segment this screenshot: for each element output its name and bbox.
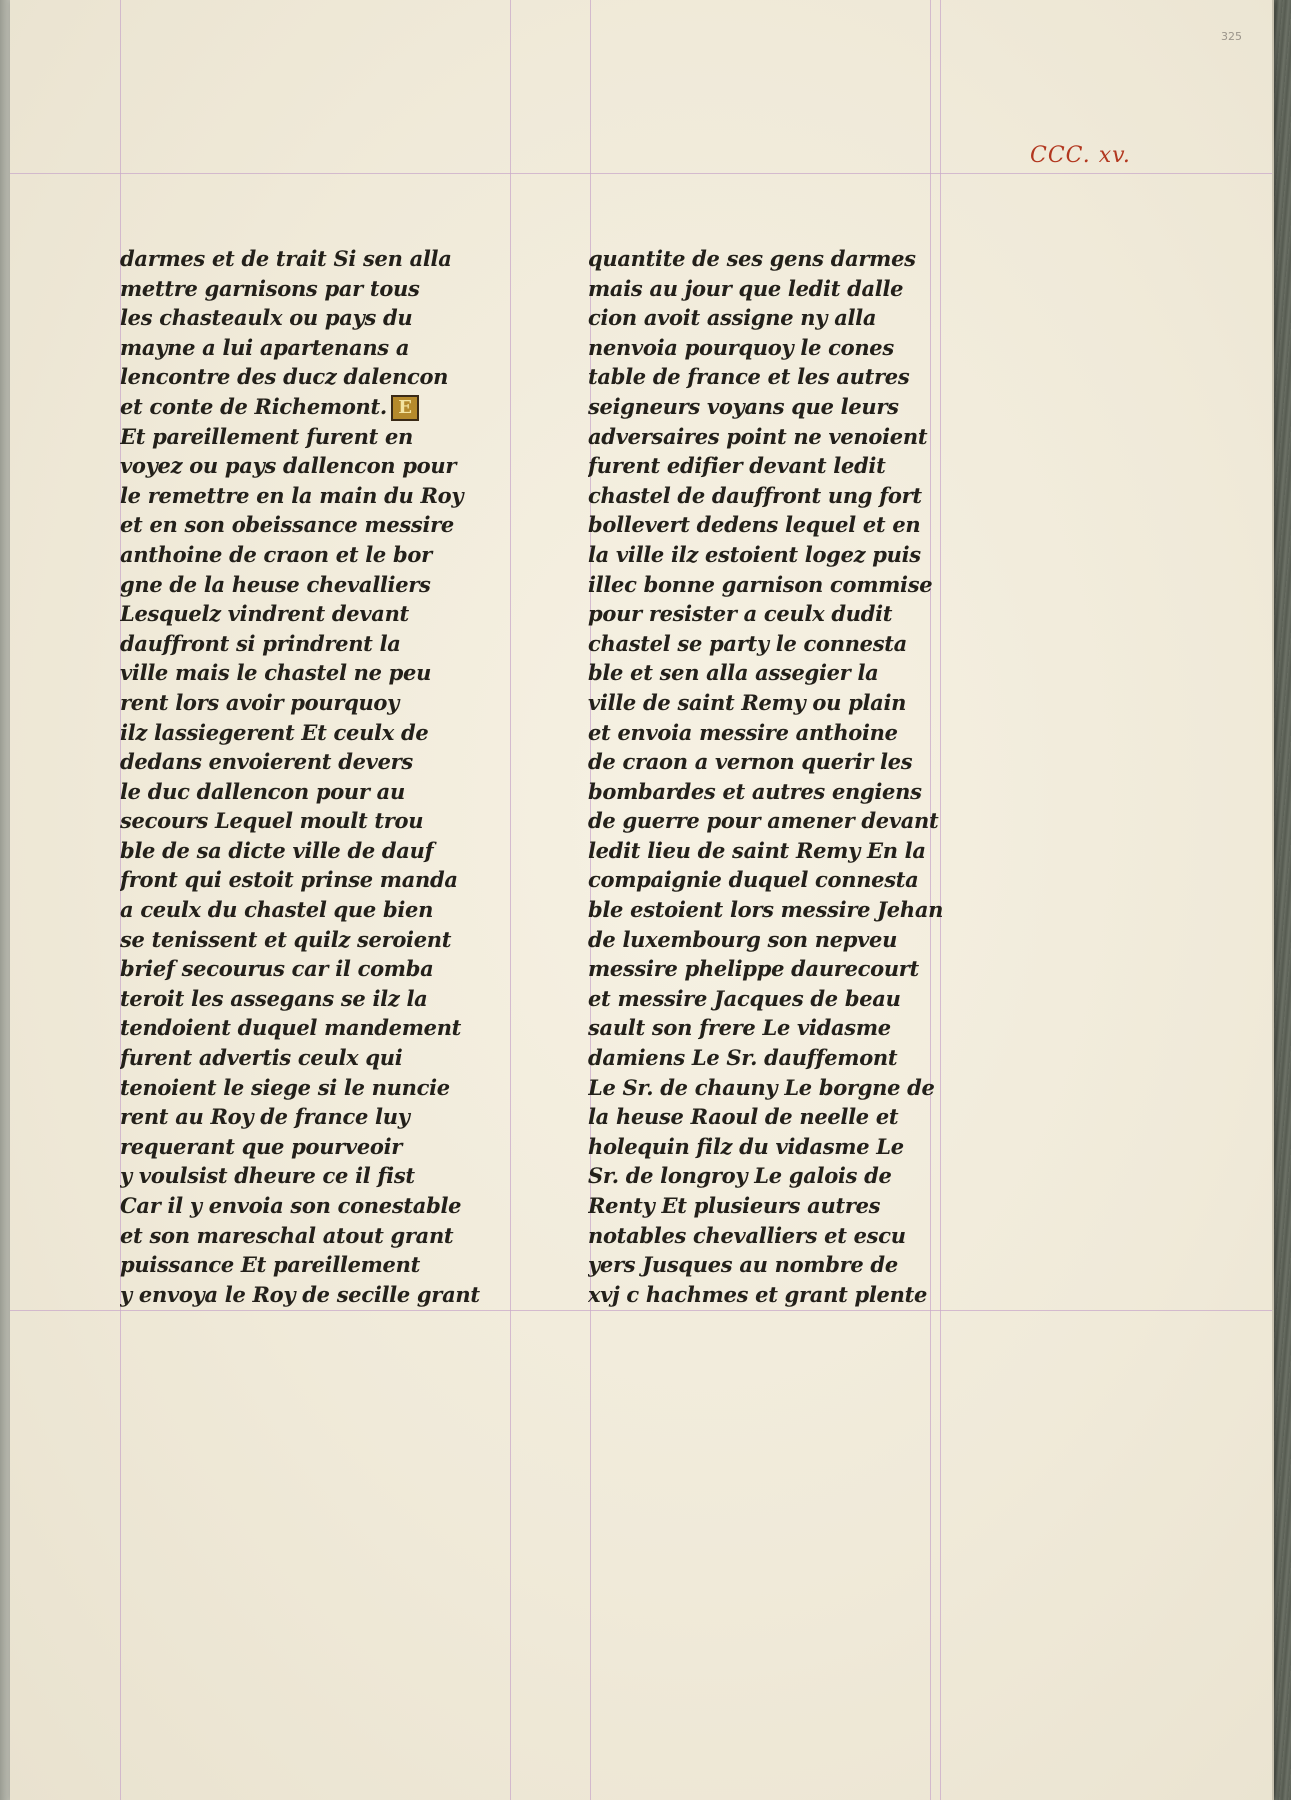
text-line bbox=[588, 303, 988, 333]
line-text: cion avoit assigne ny alla bbox=[588, 305, 877, 331]
line-text: yers Jusques au nombre de bbox=[588, 1252, 898, 1278]
text-line bbox=[588, 718, 988, 748]
text-line bbox=[588, 451, 988, 481]
line-text: table de france et les autres bbox=[588, 364, 910, 390]
text-line bbox=[120, 1280, 520, 1310]
text-line bbox=[588, 244, 988, 274]
text-line bbox=[120, 747, 520, 777]
line-text: et envoia messire anthoine bbox=[588, 719, 898, 745]
text-line bbox=[588, 599, 988, 629]
pencil-folio-number: 325 bbox=[1221, 30, 1242, 43]
line-text: ville de saint Remy ou plain bbox=[588, 689, 907, 715]
text-line bbox=[120, 570, 520, 600]
text-line bbox=[120, 718, 520, 748]
text-line bbox=[120, 1221, 520, 1251]
text-line bbox=[588, 362, 988, 392]
line-text: quantite de ses gens darmes bbox=[588, 246, 916, 271]
line-text: voyez ou pays dallencon pour bbox=[120, 453, 457, 479]
line-text: compaignie duquel connesta bbox=[588, 867, 919, 893]
line-text: la ville ilz estoient logez puis bbox=[588, 541, 921, 567]
text-line bbox=[120, 1073, 520, 1103]
text-line bbox=[588, 540, 988, 570]
line-text: de guerre pour amener devant bbox=[588, 808, 939, 834]
line-text: Car il y envoia son conestable bbox=[120, 1193, 462, 1218]
line-text: ilz lassiegerent Et ceulx de bbox=[120, 719, 429, 745]
line-text: illec bonne garnison commise bbox=[588, 571, 933, 597]
text-line bbox=[588, 954, 988, 984]
line-text: Et pareillement furent en bbox=[120, 423, 414, 449]
line-text: secours Lequel moult trou bbox=[120, 808, 424, 834]
text-line bbox=[588, 392, 988, 422]
text-line bbox=[588, 422, 988, 452]
text-line bbox=[120, 777, 520, 807]
line-text: Lesquelz vindrent devant bbox=[120, 601, 409, 627]
line-text: la heuse Raoul de neelle et bbox=[588, 1104, 899, 1130]
text-line bbox=[588, 1102, 988, 1132]
line-text: damiens Le Sr. dauffemont bbox=[588, 1045, 898, 1071]
line-text: seigneurs voyans que leurs bbox=[588, 393, 899, 419]
text-line bbox=[120, 658, 520, 688]
text-line bbox=[588, 510, 988, 540]
line-text: rent au Roy de france luy bbox=[120, 1104, 410, 1130]
line-text: se tenissent et quilz seroient bbox=[120, 926, 452, 952]
text-line bbox=[588, 1043, 988, 1073]
illuminated-initial: E bbox=[391, 395, 419, 421]
text-line bbox=[120, 954, 520, 984]
line-text: et son mareschal atout grant bbox=[120, 1222, 454, 1248]
text-line bbox=[588, 984, 988, 1014]
line-text: bombardes et autres engiens bbox=[588, 778, 922, 804]
text-line bbox=[120, 303, 520, 333]
line-text: puissance Et pareillement bbox=[120, 1252, 420, 1278]
text-line bbox=[120, 451, 520, 481]
line-text: sault son frere Le vidasme bbox=[588, 1015, 891, 1041]
text-line bbox=[120, 274, 520, 304]
text-line bbox=[120, 925, 520, 955]
line-text: Sr. de longroy Le galois de bbox=[588, 1163, 892, 1189]
line-text: pour resister a ceulx dudit bbox=[588, 601, 893, 627]
text-line bbox=[588, 1191, 988, 1221]
line-text: teroit les assegans se ilz la bbox=[120, 985, 428, 1011]
text-line bbox=[120, 629, 520, 659]
line-text: le duc dallencon pour au bbox=[120, 778, 405, 804]
text-line bbox=[120, 1102, 520, 1132]
text-line bbox=[120, 688, 520, 718]
line-text: et conte de Richemont. bbox=[120, 393, 387, 419]
line-text: ble et sen alla assegier la bbox=[588, 660, 879, 686]
text-line bbox=[588, 777, 988, 807]
text-line bbox=[588, 1132, 988, 1162]
folio-number: CCC. xv. bbox=[1030, 143, 1131, 168]
line-text: ledit lieu de saint Remy En la bbox=[588, 837, 926, 863]
text-line bbox=[120, 244, 520, 274]
line-text: de craon a vernon querir les bbox=[588, 749, 913, 775]
line-text: et messire Jacques de beau bbox=[588, 985, 901, 1011]
text-line bbox=[588, 895, 988, 925]
text-line bbox=[588, 836, 988, 866]
line-text: dedans envoierent devers bbox=[120, 749, 413, 775]
line-text: chastel de dauffront ung fort bbox=[588, 482, 922, 508]
text-line bbox=[120, 865, 520, 895]
line-text: messire phelippe daurecourt bbox=[588, 956, 919, 982]
line-text: gne de la heuse chevalliers bbox=[120, 571, 431, 597]
text-line bbox=[588, 658, 988, 688]
line-text: mais au jour que ledit dalle bbox=[588, 275, 904, 301]
text-line bbox=[588, 570, 988, 600]
line-text: et en son obeissance messire bbox=[120, 512, 454, 538]
line-text: ville mais le chastel ne peu bbox=[120, 660, 432, 686]
line-text: chastel se party le connesta bbox=[588, 630, 907, 656]
line-text: lencontre des ducz dalencon bbox=[120, 364, 449, 390]
text-line bbox=[588, 333, 988, 363]
line-text: dauffront si prindrent la bbox=[120, 630, 401, 656]
line-text: ble estoient lors messire Jehan bbox=[588, 897, 944, 923]
line-text: Le Sr. de chauny Le borgne de bbox=[588, 1074, 935, 1100]
text-line bbox=[588, 1013, 988, 1043]
line-text: adversaires point ne venoient bbox=[588, 423, 928, 449]
line-text: y voulsist dheure ce il fist bbox=[120, 1163, 415, 1189]
text-line bbox=[588, 1221, 988, 1251]
line-text: les chasteaulx ou pays du bbox=[120, 305, 413, 331]
line-text: a ceulx du chastel que bien bbox=[120, 897, 434, 923]
text-line bbox=[120, 1132, 520, 1162]
line-text: ble de sa dicte ville de dauf bbox=[120, 837, 434, 863]
text-line bbox=[120, 806, 520, 836]
text-line bbox=[120, 510, 520, 540]
line-text: de luxembourg son nepveu bbox=[588, 926, 898, 952]
text-line bbox=[588, 747, 988, 777]
line-text: mettre garnisons par tous bbox=[120, 275, 420, 301]
line-text: furent edifier devant ledit bbox=[588, 453, 886, 479]
text-line bbox=[588, 1161, 988, 1191]
line-text: rent lors avoir pourquoy bbox=[120, 689, 400, 715]
text-line bbox=[588, 1250, 988, 1280]
text-line bbox=[120, 481, 520, 511]
text-line bbox=[588, 806, 988, 836]
line-text: notables chevalliers et escu bbox=[588, 1222, 906, 1248]
text-line bbox=[120, 1191, 520, 1221]
text-line bbox=[120, 984, 520, 1014]
text-line bbox=[120, 362, 520, 392]
text-line bbox=[588, 629, 988, 659]
ruling-line bbox=[10, 1310, 1272, 1311]
text-line bbox=[588, 274, 988, 304]
line-text: tendoient duquel mandement bbox=[120, 1015, 462, 1041]
line-text: mayne a lui apartenans a bbox=[120, 334, 410, 360]
text-line bbox=[588, 925, 988, 955]
text-line bbox=[120, 599, 520, 629]
text-line bbox=[120, 540, 520, 570]
text-line bbox=[588, 481, 988, 511]
line-text: xvj c hachmes et grant plente bbox=[588, 1281, 928, 1307]
line-text: front qui estoit prinse manda bbox=[120, 867, 458, 893]
text-line bbox=[120, 1161, 520, 1191]
line-text: Renty Et plusieurs autres bbox=[588, 1193, 881, 1218]
ruling-line bbox=[10, 173, 1272, 174]
text-line bbox=[120, 1250, 520, 1280]
text-line bbox=[588, 688, 988, 718]
text-line bbox=[588, 1280, 988, 1310]
text-line bbox=[588, 865, 988, 895]
text-line bbox=[120, 836, 520, 866]
line-text: anthoine de craon et le bor bbox=[120, 541, 432, 567]
line-text: y envoya le Roy de secille grant bbox=[120, 1281, 480, 1307]
text-line bbox=[120, 392, 520, 422]
text-line bbox=[120, 895, 520, 925]
right-text-column bbox=[588, 244, 988, 1309]
text-line bbox=[120, 422, 520, 452]
left-text-column bbox=[120, 244, 520, 1309]
line-text: tenoient le siege si le nuncie bbox=[120, 1074, 450, 1100]
line-text: nenvoia pourquoy le cones bbox=[588, 334, 894, 360]
line-text: brief secourus car il comba bbox=[120, 956, 434, 982]
line-text: le remettre en la main du Roy bbox=[120, 482, 464, 508]
text-line bbox=[120, 1043, 520, 1073]
line-text: requerant que pourveoir bbox=[120, 1133, 403, 1159]
line-text: darmes et de trait Si sen alla bbox=[120, 246, 452, 271]
text-line bbox=[120, 333, 520, 363]
line-text: bollevert dedens lequel et en bbox=[588, 512, 921, 538]
line-text: furent advertis ceulx qui bbox=[120, 1045, 403, 1071]
text-line bbox=[588, 1073, 988, 1103]
text-line bbox=[120, 1013, 520, 1043]
line-text: holequin filz du vidasme Le bbox=[588, 1133, 904, 1159]
